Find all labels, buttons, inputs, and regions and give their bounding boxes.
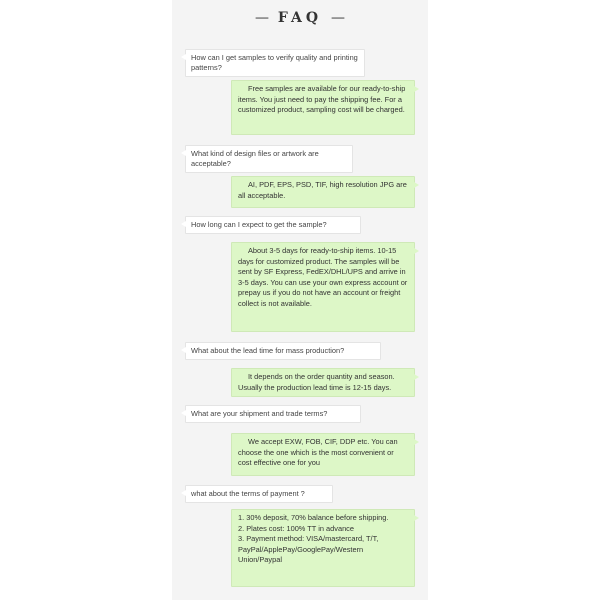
answer-bubble-1: Free samples are available for our ready-to-ship items. You just need to pay the shipping fee. For a customized product, sampling cost will be charged. [231, 80, 415, 135]
page-title: FAQ [277, 10, 323, 26]
answer-bubble-4: It depends on the order quantity and season. Usually the production lead time is 12-15 days. [231, 368, 415, 397]
answer-bubble-6: 1. 30% deposit, 70% balance before shipping. 2. Plates cost: 100% TT in advance 3. Payment method: VISA/mastercard, T/T, PayPal/ApplePay/GooglePay/Western Union/Paypal [231, 509, 415, 587]
question-bubble-3: How long can I expect to get the sample? [185, 216, 361, 234]
question-bubble-1: How can I get samples to verify quality and printing patterns? [185, 49, 365, 77]
question-bubble-4: What about the lead time for mass production? [185, 342, 381, 360]
answer-bubble-3: About 3-5 days for ready-to-ship items. 10-15 days for customized product. The samples will be sent by SF Express, FedEX/DHL/UPS and arrive in 3-5 days. You can use your own express account or prepay us if you do not have an account or freight collect is not available. [231, 242, 415, 332]
title-dash-right: — [330, 10, 345, 26]
title-dash-left: — [255, 10, 270, 26]
answer-bubble-2: AI, PDF, EPS, PSD, TIF, high resolution JPG are all acceptable. [231, 176, 415, 208]
question-bubble-5: What are your shipment and trade terms? [185, 405, 361, 423]
question-bubble-2: What kind of design files or artwork are acceptable? [185, 145, 353, 173]
faq-title [172, 10, 428, 26]
question-bubble-6: what about the terms of payment ? [185, 485, 333, 503]
answer-bubble-5: We accept EXW, FOB, CIF, DDP etc. You can choose the one which is the most convenient or cost effective one for you [231, 433, 415, 476]
